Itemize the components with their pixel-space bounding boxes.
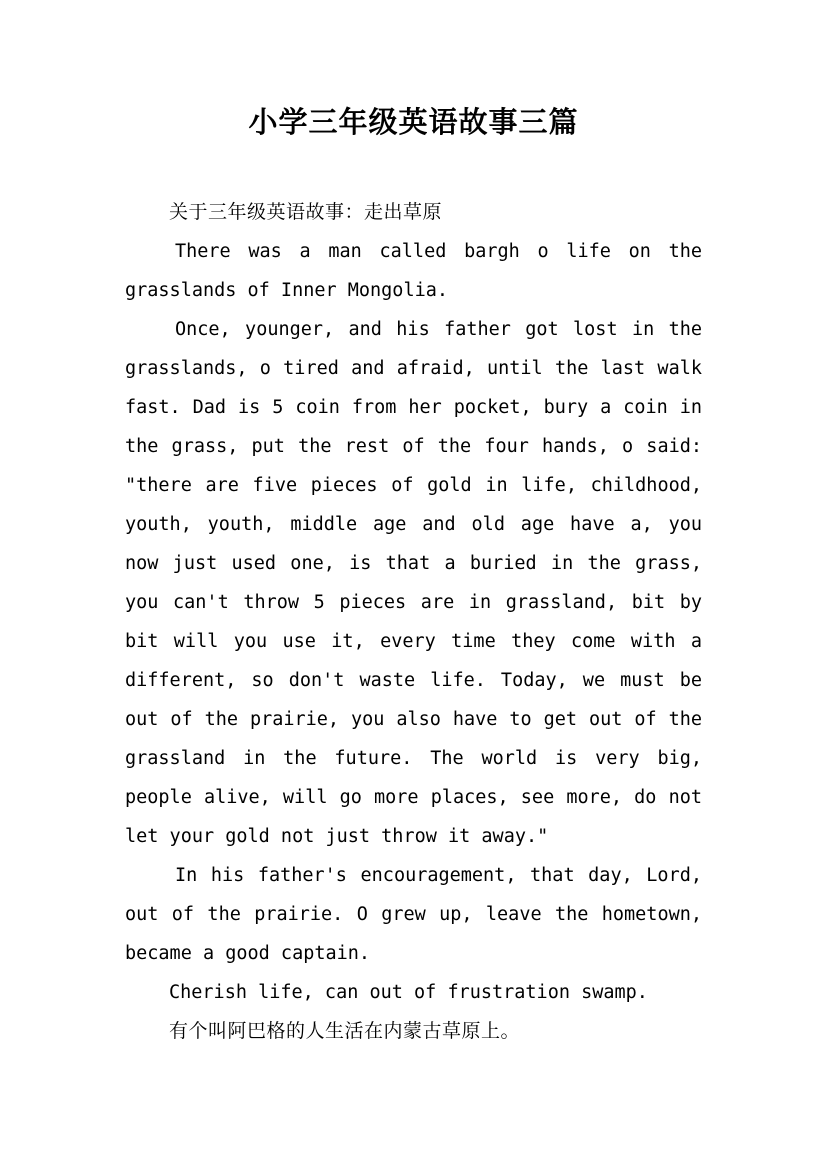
document-title: 小学三年级英语故事三篇: [248, 105, 579, 139]
paragraph-moral: Cherish life, can out of frustration swamp.: [169, 982, 648, 1003]
paragraph-ending: In his father's encouragement, that day, Lord, out of the prairie. O grew up, leave the hometown, became a good captain.: [125, 865, 702, 964]
section-heading: 关于三年级英语故事：走出草原: [169, 201, 443, 223]
paragraph-intro: There was a man called bargh o life on the grasslands of Inner Mongolia.: [125, 241, 702, 301]
paragraph-chinese: 有个叫阿巴格的人生活在内蒙古草原上。: [169, 1020, 521, 1042]
document-body: [125, 193, 702, 1051]
paragraph-story: Once, younger, and his father got lost in the grasslands, o tired and afraid, until the last walk fast. Dad is 5 coin from her pocket, bury a coin in the grass, put the rest of the four hands, o said: "there are five pieces of gold in life, childhood, youth, youth, middle age and old age have a, you now just used one, is that a buried in the grass, you can't throw 5 pieces are in grassland, bit by bit will you use it, every time they come with a different, so don't waste life. Today, we must be out of the prairie, you also have to get out of the grassland in the future. The world is very big, people alive, will go more places, see more, do not let your gold not just throw it away.": [125, 319, 702, 847]
